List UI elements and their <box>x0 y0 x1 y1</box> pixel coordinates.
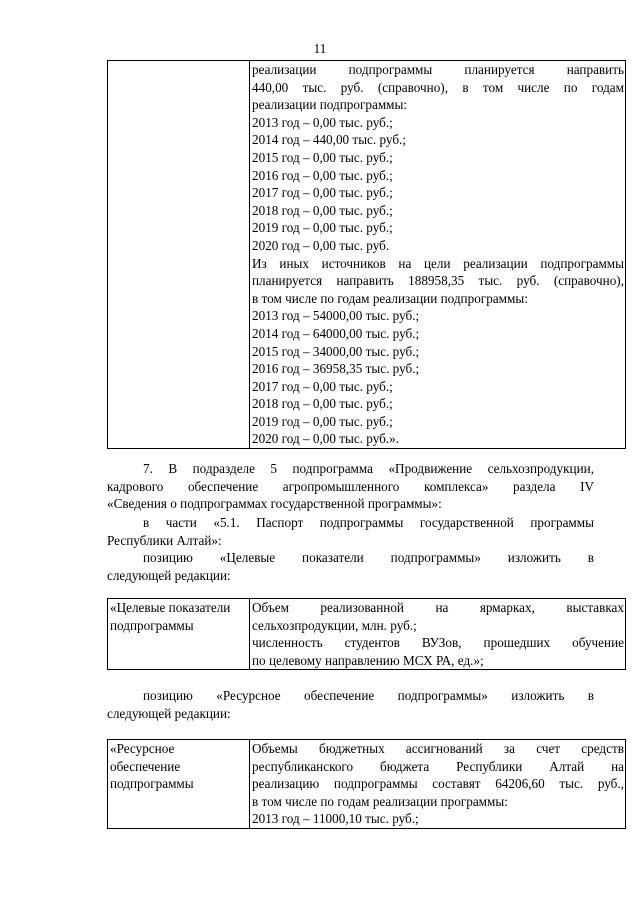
text-line: в том числе по годам реализации подпрограммы: <box>252 290 528 306</box>
top-table <box>107 60 626 449</box>
text-line: Объемы бюджетных ассигнований за счет средств <box>252 741 624 756</box>
text-line: 2019 год – 0,00 тыс. руб.; <box>252 413 393 429</box>
text-line: в части «5.1. Паспорт подпрограммы государственной программы <box>143 515 594 530</box>
text-line: 2019 год – 0,00 тыс. руб.; <box>252 220 393 236</box>
text-line: 2013 год – 54000,00 тыс. руб.; <box>252 308 420 324</box>
text-line: 2016 год – 0,00 тыс. руб.; <box>252 167 393 183</box>
text-line: 2020 год – 0,00 тыс. руб.». <box>252 431 400 447</box>
text-line: 440,00 тыс. руб. (справочно), в том числе по годам <box>252 79 624 95</box>
text-line: 2018 год – 0,00 тыс. руб.; <box>252 202 393 218</box>
targets-label-cell <box>108 599 250 670</box>
text-line: Республики Алтай»: <box>107 532 222 548</box>
text-line: 2015 год – 0,00 тыс. руб.; <box>252 149 393 165</box>
targets-table <box>107 598 626 670</box>
text-line: планируется направить 188958,35 тыс. руб. (справочно), <box>252 273 624 289</box>
targets-value-cell <box>250 599 626 670</box>
top-table-left-cell <box>108 61 250 449</box>
text-line: 2013 год – 0,00 тыс. руб.; <box>252 114 393 130</box>
text-line: «Целевые показатели <box>110 600 231 615</box>
text-line: 2015 год – 34000,00 тыс. руб.; <box>252 343 420 359</box>
text-line: 7. В подразделе 5 подпрограмма «Продвижение сельхозпродукции, <box>143 461 594 476</box>
text-line: 2017 год – 0,00 тыс. руб.; <box>252 185 393 201</box>
resources-table <box>107 739 626 829</box>
text-line: реализацию подпрограммы составят 64206,60 тыс. руб., <box>252 776 624 792</box>
resources-value-cell <box>250 740 626 829</box>
page-number: 11 <box>313 41 327 56</box>
resources-label-cell <box>108 740 250 829</box>
text-line: кадрового обеспечение агропромышленного комплекса» раздела IV <box>107 478 594 494</box>
text-line: реализации подпрограммы планируется направить <box>252 62 624 77</box>
text-line: по целевому направлению МСХ РА, ед.»; <box>252 652 484 668</box>
text-line: следующей редакции: <box>107 567 231 583</box>
text-line: обеспечение <box>110 758 181 774</box>
text-line: Из иных источников на цели реализации подпрограммы <box>252 255 624 271</box>
text-line: 2017 год – 0,00 тыс. руб.; <box>252 378 393 394</box>
top-table-right-cell <box>250 61 626 449</box>
text-line: 2020 год – 0,00 тыс. руб. <box>252 237 390 253</box>
text-line: Объем реализованной на ярмарках, выставках <box>252 600 624 615</box>
text-line: в том числе по годам реализации программы: <box>252 793 508 809</box>
text-line: республиканского бюджета Республики Алтай на <box>252 758 624 774</box>
paragraph-position-targets <box>107 549 594 584</box>
text-line: 2014 год – 64000,00 тыс. руб.; <box>252 325 420 341</box>
paragraph-position-resources <box>107 687 594 722</box>
text-line: следующей редакции: <box>107 705 231 721</box>
text-line: 2014 год – 440,00 тыс. руб.; <box>252 132 407 148</box>
text-line: «Сведения о подпрограммах государственной программы»: <box>107 496 442 512</box>
text-line: сельхозпродукции, млн. руб.; <box>252 617 417 633</box>
text-line: 2016 год – 36958,35 тыс. руб.; <box>252 361 420 377</box>
text-line: 2013 год – 11000,10 тыс. руб.; <box>252 811 419 827</box>
text-line: позицию «Ресурсное обеспечение подпрограммы» изложить в <box>143 688 594 703</box>
text-line: подпрограммы <box>110 617 194 633</box>
text-line: 2018 год – 0,00 тыс. руб.; <box>252 396 393 412</box>
paragraph-part <box>107 514 594 549</box>
text-line: «Ресурсное <box>110 741 175 756</box>
paragraph-7 <box>107 460 594 513</box>
text-line: численность студентов ВУЗов, прошедших обучение <box>252 635 624 651</box>
text-line: позицию «Целевые показатели подпрограммы» изложить в <box>143 550 594 565</box>
text-line: реализации подпрограммы: <box>252 97 408 113</box>
text-line: подпрограммы <box>110 776 194 792</box>
